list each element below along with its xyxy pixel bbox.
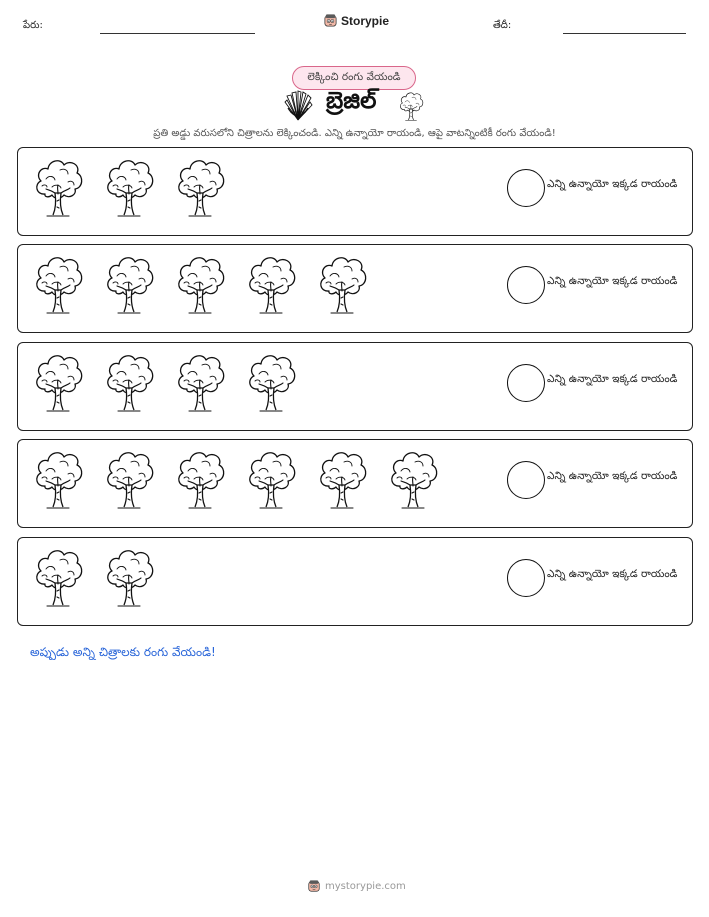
counting-row-2: [17, 244, 693, 333]
answer-circle[interactable]: [507, 559, 545, 597]
name-line[interactable]: [100, 33, 255, 34]
tree-icon[interactable]: [30, 252, 86, 316]
footer-site[interactable]: mystorypie.com: [325, 880, 406, 892]
date-label: తేదీ:: [493, 20, 512, 31]
storypie-mascot-icon: [307, 879, 321, 893]
answer-label: ఎన్ని ఉన్నాయో ఇక్కడ రాయండి: [547, 568, 678, 580]
tree-icon[interactable]: [314, 447, 370, 511]
tree-icon[interactable]: [314, 252, 370, 316]
tree-icon[interactable]: [172, 447, 228, 511]
tree-icon[interactable]: [101, 350, 157, 414]
headdress-icon: [283, 90, 313, 122]
answer-circle[interactable]: [507, 169, 545, 207]
tree-icon[interactable]: [30, 155, 86, 219]
color-instruction: అప్పుడు అన్ని చిత్రాలకు రంగు వేయండి!: [30, 645, 216, 659]
tree-icon[interactable]: [101, 252, 157, 316]
answer-label: ఎన్ని ఉన్నాయో ఇక్కడ రాయండి: [547, 178, 678, 190]
tree-icon[interactable]: [101, 545, 157, 609]
tree-icon[interactable]: [30, 545, 86, 609]
tree-icon[interactable]: [101, 155, 157, 219]
tree-icon[interactable]: [172, 155, 228, 219]
brand-logo: [323, 13, 389, 28]
answer-circle[interactable]: [507, 461, 545, 499]
counting-row-4: [17, 439, 693, 528]
answer-label: ఎన్ని ఉన్నాయో ఇక్కడ రాయండి: [547, 470, 678, 482]
tree-icon: [397, 90, 425, 122]
counting-row-5: [17, 537, 693, 626]
tree-icon[interactable]: [30, 447, 86, 511]
brand-name: Storypie: [341, 13, 390, 28]
page-title: బ్రెజిల్: [326, 88, 377, 114]
tree-icon[interactable]: [172, 252, 228, 316]
tree-icon[interactable]: [30, 350, 86, 414]
answer-circle[interactable]: [507, 364, 545, 402]
date-line[interactable]: [563, 33, 686, 34]
name-label: పేరు:: [23, 20, 43, 31]
counting-row-3: [17, 342, 693, 431]
answer-label: ఎన్ని ఉన్నాయో ఇక్కడ రాయండి: [547, 373, 678, 385]
counting-row-1: [17, 147, 693, 236]
tree-icon[interactable]: [172, 350, 228, 414]
tree-icon[interactable]: [243, 350, 299, 414]
answer-label: ఎన్ని ఉన్నాయో ఇక్కడ రాయండి: [547, 275, 678, 287]
instructions: ప్రతి అడ్డు వరుసలోని చిత్రాలను లెక్కించండి. ఎన్ని ఉన్నాయో రాయండి, ఆపై వాటన్నింటికీ రంగు వేయండి!: [153, 128, 556, 139]
title-row: [0, 88, 709, 124]
tree-icon[interactable]: [243, 447, 299, 511]
tree-icon[interactable]: [101, 447, 157, 511]
answer-circle[interactable]: [507, 266, 545, 304]
footer-brand: [307, 879, 406, 893]
activity-badge: లెక్కించి రంగు వేయండి: [292, 66, 416, 90]
tree-icon[interactable]: [385, 447, 441, 511]
storypie-mascot-icon: [323, 13, 338, 28]
tree-icon[interactable]: [243, 252, 299, 316]
